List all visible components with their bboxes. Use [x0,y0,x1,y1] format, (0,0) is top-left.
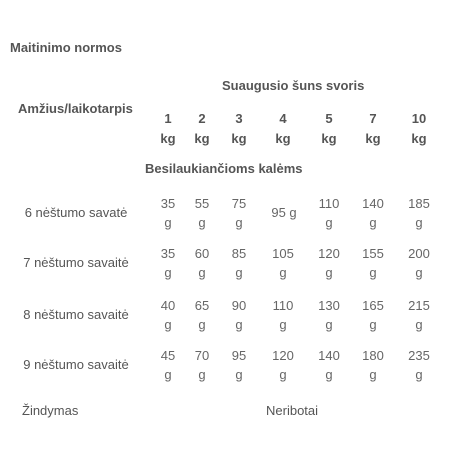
table-cell: 180 g [362,348,384,382]
table-cell: 120 g [272,348,294,382]
table-cell: 75 g [231,196,247,230]
table-cell: 120 g [318,246,340,280]
table-cell: 35 g [160,196,176,230]
table-cell: 110 g [318,196,340,230]
weight-header: Suaugusio šuns svoris [222,78,365,93]
table-cell: 85 g [231,246,247,280]
age-header: Amžius/laikotarpis [18,101,133,116]
table-cell: 130 g [318,298,340,332]
group-label: Besilaukiančioms kalėms [145,161,303,176]
table-cell: 60 g [194,246,210,280]
row-label: 9 nėštumo savaitė [23,357,129,372]
column-header: 1 kg [160,111,176,146]
table-cell: 235 g [408,348,430,382]
table-cell: 35 g [160,246,176,280]
table-cell: 45 g [160,348,176,382]
column-header: 4 kg [275,111,291,146]
table-cell: 185 g [408,196,430,230]
column-header: 3 kg [231,111,247,146]
table-cell: 65 g [194,298,210,332]
table-cell: 140 g [318,348,340,382]
row-label: 8 nėštumo savaitė [23,307,129,322]
column-header: 2 kg [194,111,210,146]
column-header: 7 kg [365,111,381,146]
table-cell: 95 g [231,348,247,382]
table-cell: 95 g [271,205,297,220]
table-cell: 200 g [408,246,430,280]
page-title: Maitinimo normos [10,40,122,55]
table-cell: 215 g [408,298,430,332]
table-cell: 140 g [362,196,384,230]
row-label: 7 nėštumo savaitė [23,255,129,270]
table-cell: 40 g [160,298,176,332]
footer-label: Žindymas [22,403,79,418]
table-cell: 110 g [272,298,294,332]
column-header: 10 kg [411,111,427,146]
table-cell: 105 g [272,246,294,280]
table-cell: 90 g [231,298,247,332]
table-cell: 70 g [194,348,210,382]
table-cell: 155 g [362,246,384,280]
row-label: 6 nėštumo savatė [24,205,128,220]
table-cell: 165 g [362,298,384,332]
footer-value: Neribotai [266,403,319,418]
column-header: 5 kg [321,111,337,146]
table-cell: 55 g [194,196,210,230]
